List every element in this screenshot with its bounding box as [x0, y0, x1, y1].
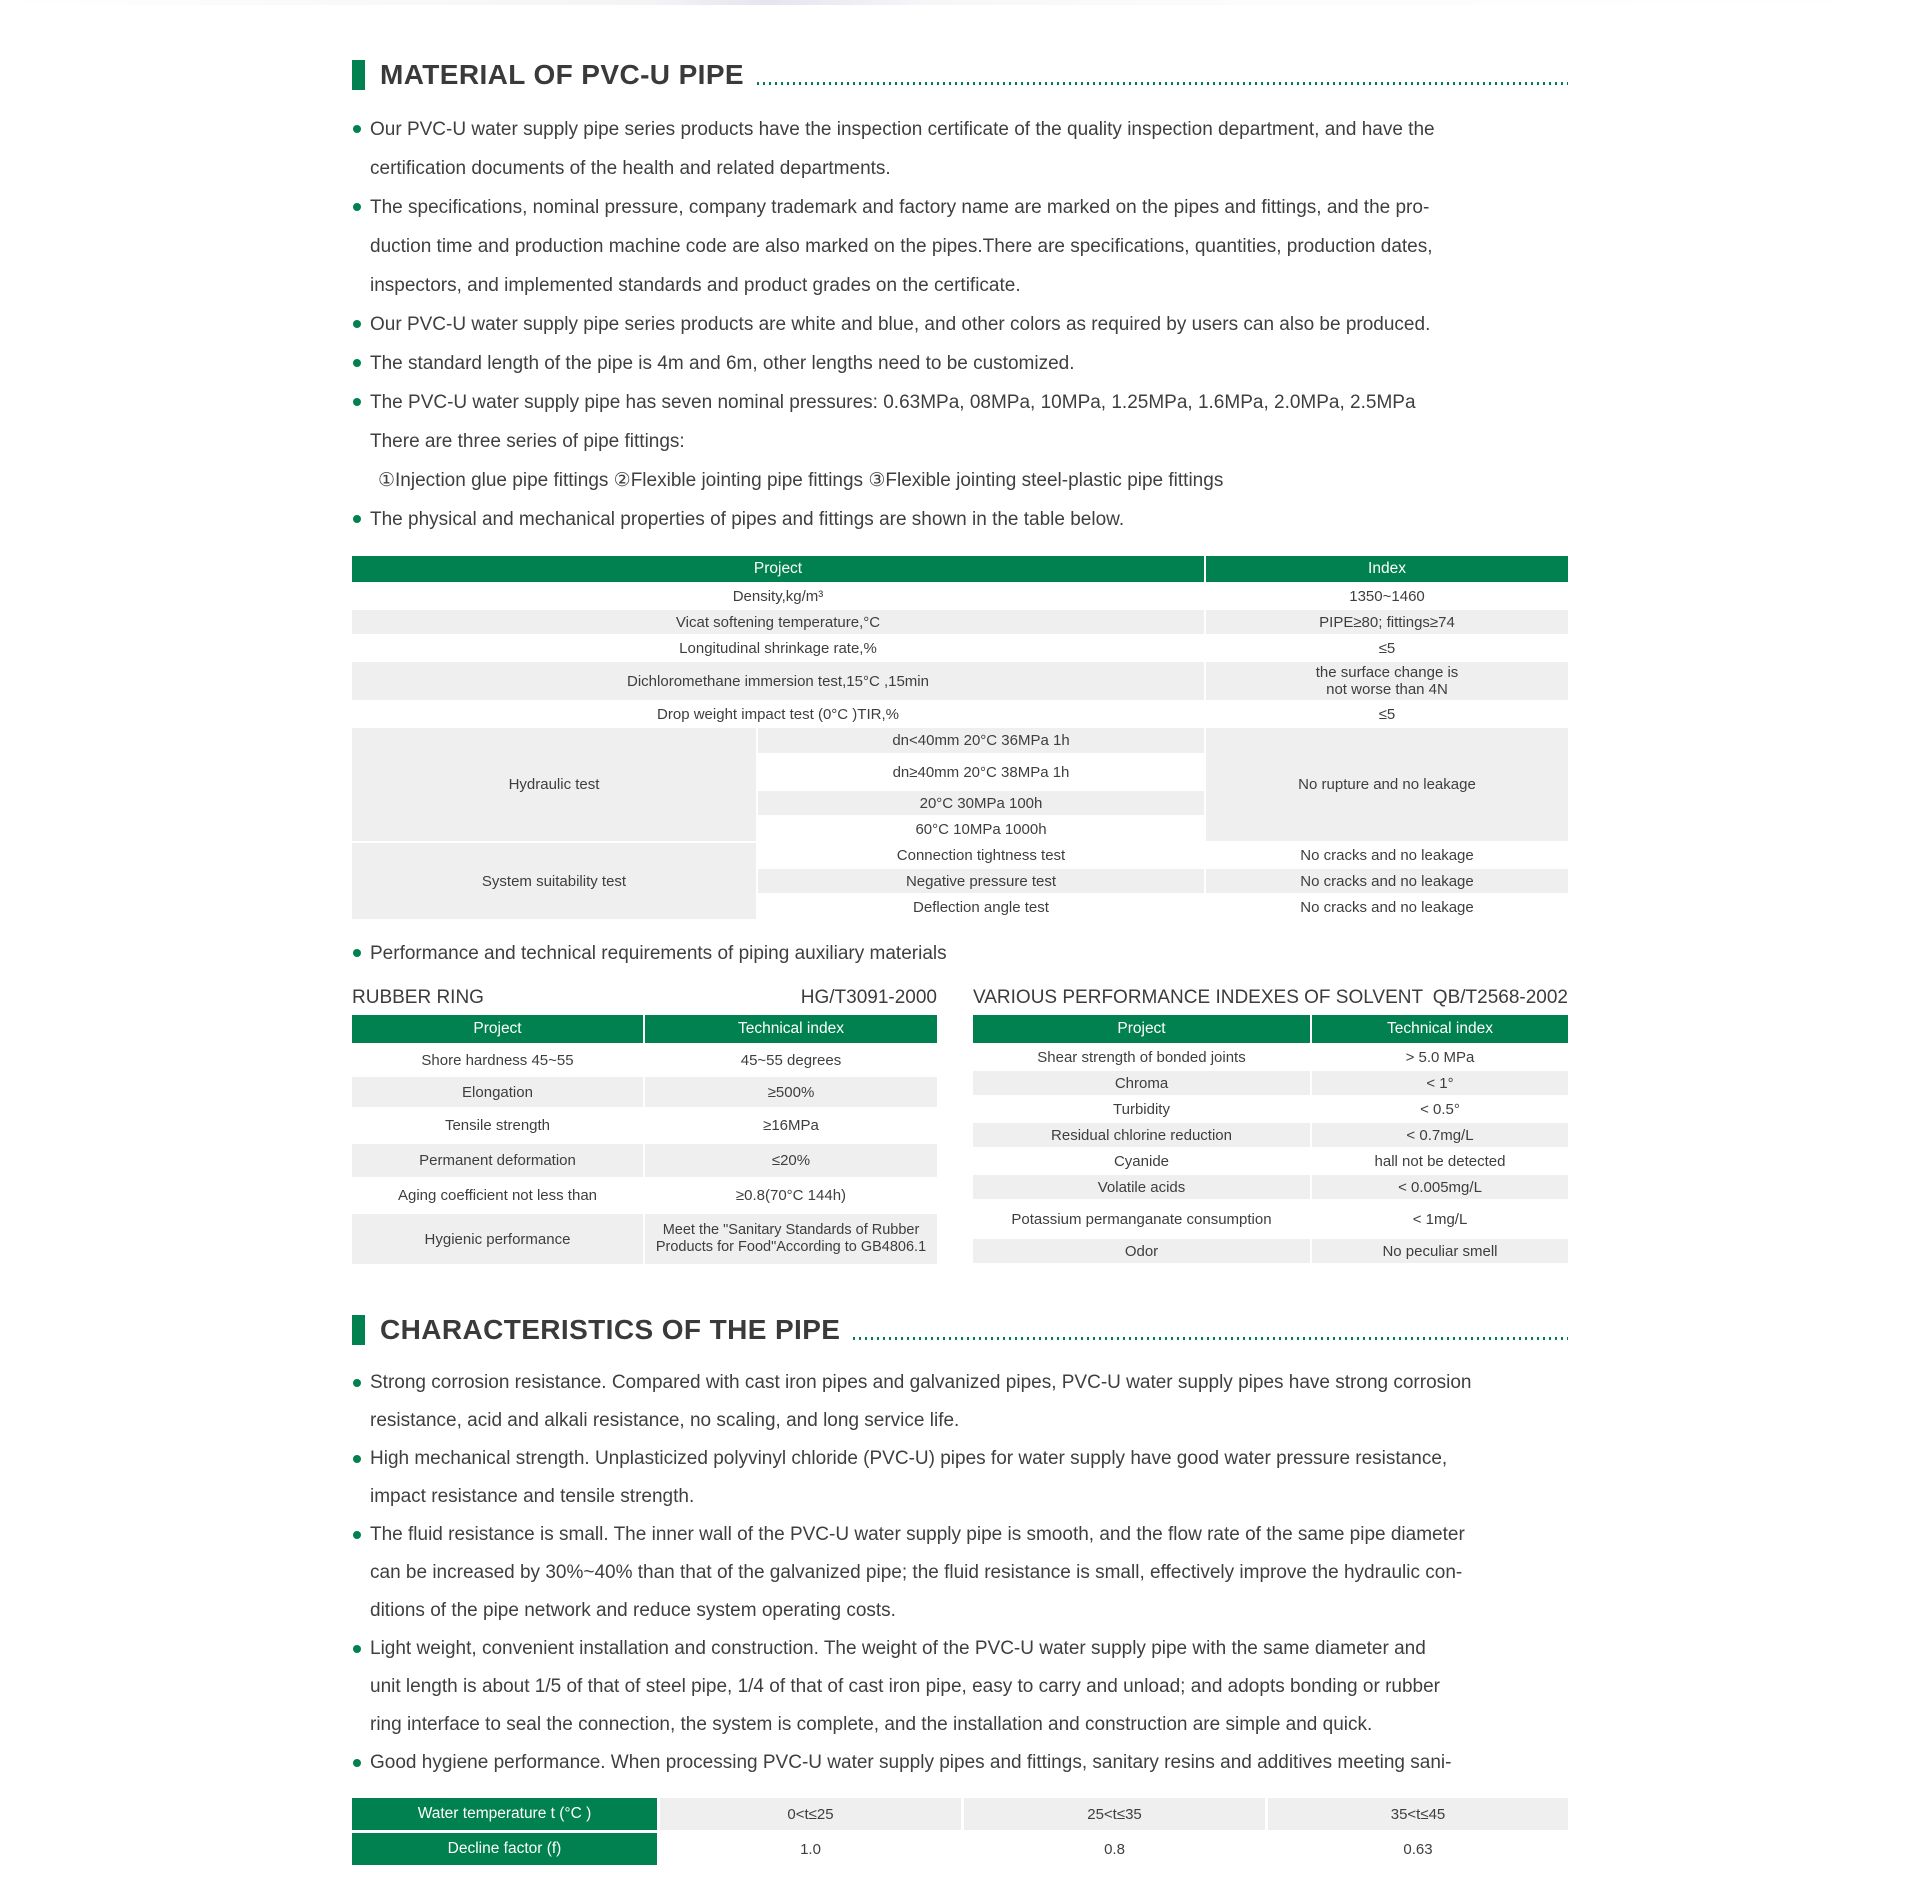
bullet-line: The fluid resistance is small. The inner wall of the PVC-U water supply pipe is smooth, and the flow rate of the same pipe diameter [370, 1524, 1465, 1545]
bullet-item [352, 1364, 1568, 1440]
decline-value-cell: 1.0 [660, 1833, 961, 1865]
decline-value-cell: 25<t≤35 [964, 1798, 1265, 1830]
bullet-line: ditions of the pipe network and reduce system operating costs. [370, 1600, 896, 1621]
decline-row-label: Decline factor (f) [352, 1833, 657, 1865]
table-cell-index: ≤20% [645, 1144, 937, 1177]
material-bullet-list [352, 110, 1568, 539]
bullet-dot-icon [353, 1645, 361, 1653]
table-cell-project: Cyanide [973, 1149, 1310, 1173]
solvent-table [973, 1015, 1568, 1263]
bullet-dot-icon [353, 949, 361, 957]
decline-row-label: Water temperature t (°C ) [352, 1798, 657, 1830]
table-cell-index: ≥16MPa [645, 1109, 937, 1142]
bullet-line: Good hygiene performance. When processing PVC-U water supply pipes and fittings, sanitary resins and additives meeting sani- [370, 1752, 1452, 1773]
solvent-standard: QB/T2568-2002 [1432, 987, 1568, 1008]
system-test-cell: Deflection angle test [758, 895, 1204, 919]
bullet-dot-icon [353, 125, 361, 133]
properties-header-index: Index [1206, 556, 1568, 582]
solvent-caption: VARIOUS PERFORMANCE INDEXES OF SOLVENT [973, 987, 1424, 1008]
rubber-ring-caption-row [352, 981, 937, 1009]
table-cell-project: Dichloromethane immersion test,15°C ,15min [352, 662, 1204, 700]
table-cell-project: Drop weight impact test (0°C )TIR,% [352, 702, 1204, 726]
dotted-divider [853, 1337, 1568, 1340]
bullet-line: Light weight, convenient installation and construction. The weight of the PVC-U water supply pipe with the same diameter and [370, 1638, 1426, 1659]
material-section-header [352, 57, 1568, 93]
table-cell-project: Chroma [973, 1071, 1310, 1095]
bullet-line: impact resistance and tensile strength. [370, 1486, 695, 1507]
bullet-line: ring interface to seal the connection, the system is complete, and the installation and construction are simple and quick. [370, 1714, 1373, 1735]
bullet-line: inspectors, and implemented standards and product grades on the certificate. [370, 275, 1021, 296]
table-cell-project: Permanent deformation [352, 1144, 643, 1177]
table-cell-index: 45~55 degrees [645, 1045, 937, 1075]
bullet-item [352, 500, 1568, 539]
rubber-ring-column [352, 981, 937, 1264]
table-cell-project: Elongation [352, 1077, 643, 1107]
bullet-line: resistance, acid and alkali resistance, no scaling, and long service life. [370, 1410, 960, 1431]
table-cell-index: ≤5 [1206, 636, 1568, 660]
bullet-line: ①Injection glue pipe fittings ②Flexible jointing pipe fittings ③Flexible jointing steel-plastic pipe fittings [378, 470, 1224, 491]
bullet-item [352, 934, 1568, 973]
system-test-cell: Negative pressure test [758, 869, 1204, 893]
bullet-line: Performance and technical requirements of piping auxiliary materials [370, 943, 947, 964]
bullet-item [352, 1744, 1568, 1782]
table-cell-index: ≤5 [1206, 702, 1568, 726]
bullet-line: can be increased by 30%~40% than that of the galvanized pipe; the fluid resistance is small, effectively improve the hydraulic con- [370, 1562, 1463, 1583]
table-cell-project: Volatile acids [973, 1175, 1310, 1199]
dotted-divider [757, 82, 1568, 85]
table-cell-project: Turbidity [973, 1097, 1310, 1121]
bullet-item [352, 383, 1568, 500]
bullet-dot-icon [353, 359, 361, 367]
table-cell-index: < 0.5° [1312, 1097, 1568, 1121]
rubber-header-project: Project [352, 1015, 643, 1043]
table-cell-index: Meet the "Sanitary Standards of Rubber Products for Food"According to GB4806.1 [645, 1214, 937, 1264]
table-cell-index: 1350~1460 [1206, 584, 1568, 608]
table-cell-index: No peculiar smell [1312, 1239, 1568, 1263]
hydraulic-condition-cell: dn≥40mm 20°C 38MPa 1h [758, 755, 1204, 789]
decline-factor-table [352, 1798, 1568, 1865]
decline-value-cell: 0.63 [1268, 1833, 1568, 1865]
bullet-line: duction time and production machine code are also marked on the pipes.There are specifications, quantities, production dates, [370, 236, 1433, 257]
bullet-item [352, 305, 1568, 344]
system-index-cell: No cracks and no leakage [1206, 843, 1568, 867]
bullet-item [352, 344, 1568, 383]
bullet-line: The specifications, nominal pressure, company trademark and factory name are marked on the pipes and fittings, and the pro- [370, 197, 1430, 218]
characteristics-section-title: CHARACTERISTICS OF THE PIPE [380, 1314, 841, 1345]
rubber-ring-caption: RUBBER RING [352, 987, 484, 1008]
rubber-ring-standard: HG/T3091-2000 [800, 987, 937, 1008]
section-accent-bar-icon [352, 60, 365, 90]
bullet-item [352, 110, 1568, 188]
table-cell-project: Shear strength of bonded joints [973, 1045, 1310, 1069]
table-cell-project: Odor [973, 1239, 1310, 1263]
table-cell-index: < 0.005mg/L [1312, 1175, 1568, 1199]
table-cell-project: Tensile strength [352, 1109, 643, 1142]
bullet-dot-icon [353, 398, 361, 406]
bullet-dot-icon [353, 320, 361, 328]
bullet-dot-icon [353, 203, 361, 211]
index-line: the surface change is [1315, 664, 1459, 681]
page-content [352, 57, 1568, 1865]
bullet-line: The physical and mechanical properties of pipes and fittings are shown in the table below. [370, 509, 1125, 530]
characteristics-section-header [352, 1312, 1568, 1348]
system-index-cell: No cracks and no leakage [1206, 869, 1568, 893]
bullet-line: The PVC-U water supply pipe has seven nominal pressures: 0.63MPa, 08MPa, 10MPa, 1.25MPa, 1.6MPa, 2.0MPa, 2.5MPa [370, 392, 1416, 413]
table-cell-project: Density,kg/m³ [352, 584, 1204, 608]
bullet-line: unit length is about 1/5 of that of steel pipe, 1/4 of that of cast iron pipe, easy to carry and unload; and adopts bonding or rubber [370, 1676, 1440, 1697]
properties-header-project: Project [352, 556, 1204, 582]
solvent-header-project: Project [973, 1015, 1310, 1043]
table-cell-project: Residual chlorine reduction [973, 1123, 1310, 1147]
bullet-dot-icon [353, 1531, 361, 1539]
table-cell-index: PIPE≥80; fittings≥74 [1206, 610, 1568, 634]
page-top-edge [0, 0, 1920, 5]
hydraulic-condition-cell: dn<40mm 20°C 36MPa 1h [758, 728, 1204, 753]
table-cell-index: ≥0.8(70°C 144h) [645, 1179, 937, 1212]
table-cell-project: Potassium permanganate consumption [973, 1201, 1310, 1237]
characteristics-bullet-list [352, 1364, 1568, 1782]
table-cell-index: hall not be detected [1312, 1149, 1568, 1173]
hydraulic-condition-cell: 20°C 30MPa 100h [758, 791, 1204, 815]
solvent-header-index: Technical index [1312, 1015, 1568, 1043]
system-test-label-cell: System suitability test [352, 843, 756, 919]
material-section-title: MATERIAL OF PVC-U PIPE [380, 59, 745, 90]
solvent-caption-row [973, 981, 1568, 1009]
table-cell-index: < 1mg/L [1312, 1201, 1568, 1237]
bullet-item [352, 188, 1568, 305]
bullet-line: There are three series of pipe fittings: [370, 431, 685, 452]
table-cell-project: Longitudinal shrinkage rate,% [352, 636, 1204, 660]
hydraulic-condition-cell: 60°C 10MPa 1000h [758, 817, 1204, 841]
table-cell-index: > 5.0 MPa [1312, 1045, 1568, 1069]
table-cell-project: Hygienic performance [352, 1214, 643, 1264]
index-line: not worse than 4N [1326, 681, 1448, 698]
table-cell-project: Vicat softening temperature,°C [352, 610, 1204, 634]
bullet-line: certification documents of the health and related departments. [370, 158, 891, 179]
table-cell-index: < 1° [1312, 1071, 1568, 1095]
bullet-dot-icon [353, 1759, 361, 1767]
bullet-item [352, 1630, 1568, 1744]
bullet-dot-icon [353, 515, 361, 523]
table-cell-index: ≥500% [645, 1077, 937, 1107]
decline-value-cell: 35<t≤45 [1268, 1798, 1568, 1830]
bullet-item [352, 1440, 1568, 1516]
properties-table [352, 556, 1568, 919]
auxiliary-bullet-list [352, 934, 1568, 973]
auxiliary-tables-row [352, 981, 1568, 1264]
solvent-column [973, 981, 1568, 1264]
bullet-line: Our PVC-U water supply pipe series products have the inspection certificate of the quality inspection department, and have the [370, 119, 1435, 140]
bullet-line: Our PVC-U water supply pipe series products are white and blue, and other colors as required by users can also be produced. [370, 314, 1431, 335]
rubber-ring-table [352, 1015, 937, 1264]
section-accent-bar-icon [352, 1315, 365, 1345]
hydraulic-test-label-cell: Hydraulic test [352, 728, 756, 841]
table-cell-index: < 0.7mg/L [1312, 1123, 1568, 1147]
table-cell-project: Aging coefficient not less than [352, 1179, 643, 1212]
bullet-line: The standard length of the pipe is 4m and 6m, other lengths need to be customized. [370, 353, 1075, 374]
system-index-cell: No cracks and no leakage [1206, 895, 1568, 919]
rubber-header-index: Technical index [645, 1015, 937, 1043]
table-cell-project: Shore hardness 45~55 [352, 1045, 643, 1075]
bullet-item [352, 1516, 1568, 1630]
bullet-dot-icon [353, 1379, 361, 1387]
decline-value-cell: 0<t≤25 [660, 1798, 961, 1830]
bullet-dot-icon [353, 1455, 361, 1463]
table-cell-index [1206, 662, 1568, 700]
bullet-line: High mechanical strength. Unplasticized polyvinyl chloride (PVC-U) pipes for water supply have good water pressure resistance, [370, 1448, 1448, 1469]
system-test-cell: Connection tightness test [758, 843, 1204, 867]
decline-value-cell: 0.8 [964, 1833, 1265, 1865]
bullet-line: Strong corrosion resistance. Compared with cast iron pipes and galvanized pipes, PVC-U water supply pipes have strong corrosion [370, 1372, 1472, 1393]
hydraulic-index-cell: No rupture and no leakage [1206, 728, 1568, 841]
